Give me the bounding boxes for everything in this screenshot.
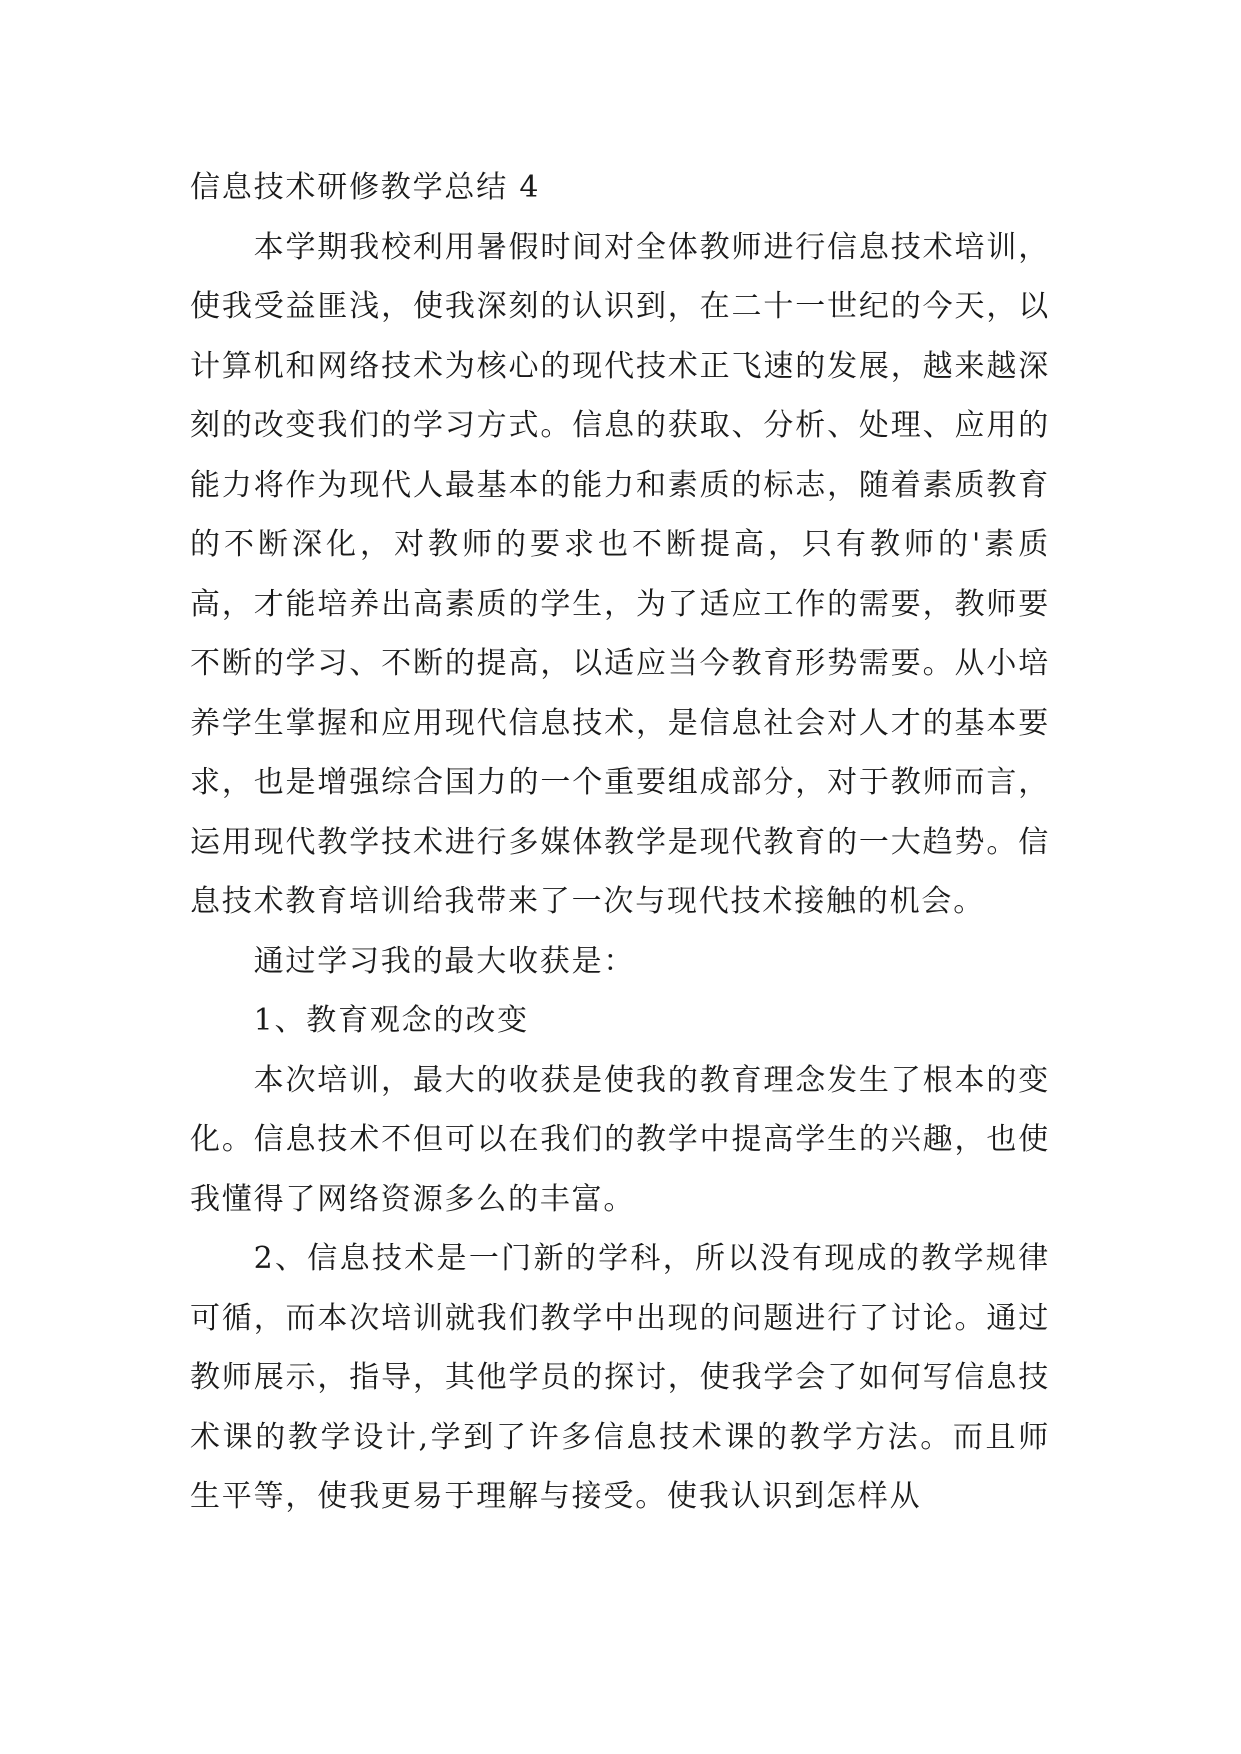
paragraph-point-2: 2、信息技术是一门新的学科，所以没有现成的教学规律可循，而本次培训就我们教学中出现的问题进行了讨论。通过教师展示，指导，其他学员的探讨，使我学会了如何写信息技术课的教学设计,学到了许多信息技术课的教学方法。而且师生平等，使我更易于理解与接受。使我认识到怎样从 [190, 1241, 1050, 1514]
document-body [190, 158, 1050, 1527]
paragraph-point-1-body: 本次培训，最大的收获是使我的教育理念发生了根本的变化。信息技术不但可以在我们的教学中提高学生的兴趣，也使我懂得了网络资源多么的丰富。 [190, 1062, 1050, 1217]
paragraph-gains-heading: 通过学习我的最大收获是： [253, 943, 636, 979]
paragraph-point-1-heading: 1、教育观念的改变 [253, 1003, 529, 1038]
paragraph-intro: 本学期我校利用暑假时间对全体教师进行信息技术培训，使我受益匪浅，使我深刻的认识到，在二十一世纪的今天，以计算机和网络技术为核心的现代技术正飞速的发展，越来越深刻的改变我们的学习方式。信息的获取、分析、处理、应用的能力将作为现代人最基本的能力和素质的标志，随着素质教育的不断深化，对教师的要求也不断提高，只有教师的'素质高，才能培养出高素质的学生，为了适应工作的需要，教师要不断的学习、不断的提高，以适应当今教育形势需要。从小培养学生掌握和应用现代信息技术，是信息社会对人才的基本要求，也是增强综合国力的一个重要组成部分，对于教师而言，运用现代教学技术进行多媒体教学是现代教育的一大趋势。信息技术教育培训给我带来了一次与现代技术接触的机会。 [190, 229, 1050, 919]
document-title: 信息技术研修教学总结 4 [190, 170, 541, 205]
